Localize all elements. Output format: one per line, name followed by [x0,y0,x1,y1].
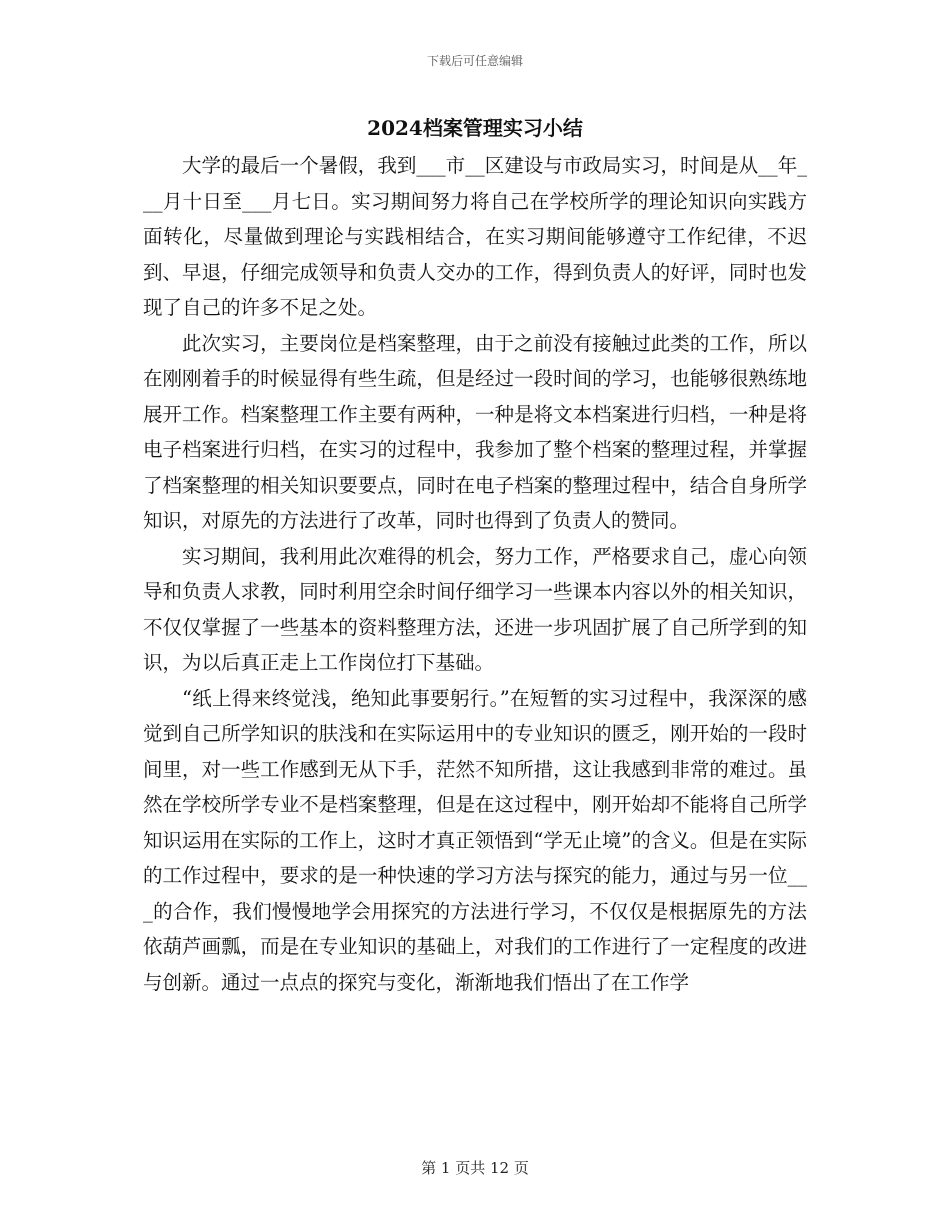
page-number-footer: 第 1 页共 12 页 [421,1159,529,1177]
paragraph-4: “纸上得来终觉浅，绝知此事要躬行。”在短暂的实习过程中，我深深的感觉到自己所学知识的肤浅和在实际运用中的专业知识的匮乏，刚开始的一段时间里，对一些工作感到无从下手，茫然不知所措，这让我感到非常的难过。虽然在学校所学专业不是档案整理，但是在这过程中，刚开始却不能将自己所学知识运用在实际的工作上，这时才真正领悟到“学无止境”的含义。但是在实际的工作过程中，要求的是一种快速的学习方法与探究的能力，通过与另一位___的合作，我们慢慢地学会用探究的方法进行学习，不仅仅是根据原先的方法依葫芦画瓢，而是在专业知识的基础上，对我们的工作进行了一定程度的改进与创新。通过一点点的探究与变化，渐渐地我们悟出了在工作学 [143,686,807,994]
paragraph-3: 实习期间，我利用此次难得的机会，努力工作，严格要求自己，虚心向领导和负责人求教，同时利用空余时间仔细学习一些课本内容以外的相关知识，不仅仅掌握了一些基本的资料整理方法，还进一步巩固扩展了自己所学到的知识，为以后真正走上工作岗位打下基础。 [143,544,807,674]
document-body [143,148,807,1000]
header-note: 下载后可任意编辑 [426,54,523,68]
paragraph-1: 大学的最后一个暑假，我到___市__区建设与市政局实习，时间是从__年___月十日至___月七日。实习期间努力将自己在学校所学的理论知识向实践方面转化，尽量做到理论与实践相结合，在实习期间能够遵守工作纪律，不迟到、早退，仔细完成领导和负责人交办的工作，得到负责人的好评，同时也发现了自己的许多不足之处。 [143,154,807,319]
document-title: 2024档案管理实习小结 [367,116,583,140]
paragraph-2: 此次实习，主要岗位是档案整理，由于之前没有接触过此类的工作，所以在刚刚着手的时候显得有些生疏，但是经过一段时间的学习，也能够很熟练地展开工作。档案整理工作主要有两种，一种是将文本档案进行归档，一种是将电子档案进行归档，在实习的过程中，我参加了整个档案的整理过程，并掌握了档案整理的相关知识要要点，同时在电子档案的整理过程中，结合自身所学知识，对原先的方法进行了改革，同时也得到了负责人的赞同。 [143,331,807,532]
